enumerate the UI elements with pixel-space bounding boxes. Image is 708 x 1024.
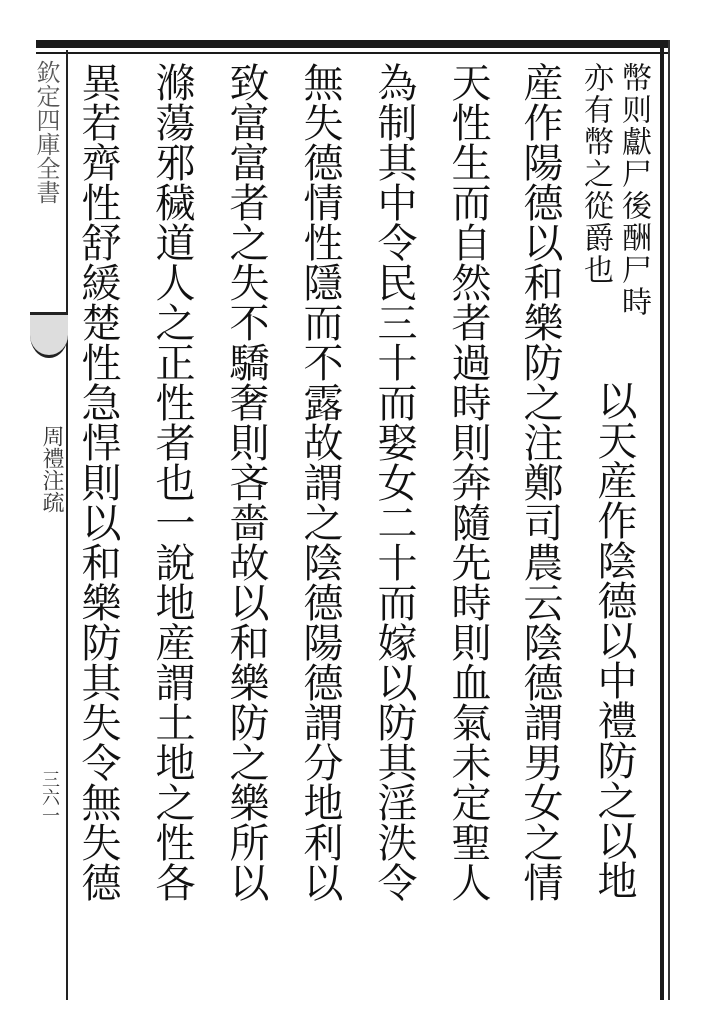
page-frame-top	[36, 40, 668, 48]
text-column-1: 幣则獻尸後酬尸時	[616, 62, 651, 318]
gutter-page-number: 三六一	[39, 770, 60, 824]
fishtail-mark	[30, 312, 68, 358]
gutter-rule	[66, 50, 68, 1000]
text-column-6: 為制其中令民三十而娶女二十而嫁以防其淫泆令	[371, 62, 417, 902]
page-frame-top-thin	[36, 52, 668, 54]
page-frame-right	[660, 40, 664, 1000]
text-column-9: 滌蕩邪穢道人之正性者也一說地産謂土地之性各	[149, 62, 195, 902]
text-column-5: 天性生而自然者過時則奔隨先時則血氣未定聖人	[445, 62, 491, 902]
text-column-7: 無失德情性隱而不露故謂之陰德陽德謂分地利以	[297, 62, 343, 902]
gutter-side-text: 欽定四庫全書	[32, 60, 60, 204]
text-column-4: 産作陽德以和樂防之注鄭司農云陰德謂男女之情	[517, 62, 563, 902]
text-column-10: 異若齊性舒緩楚性急悍則以和樂防其失令無失德	[75, 62, 121, 902]
text-column-3: 以天産作陰德以中禮防之以地	[591, 380, 637, 900]
gutter-book-title: 周禮注疏	[39, 425, 64, 513]
text-column-2: 亦有幣之從爵也	[578, 62, 613, 286]
page-frame-right-thin	[668, 40, 670, 1000]
text-column-8: 致富富者之失不驕奢則吝嗇故以和樂防之樂所以	[223, 62, 269, 902]
